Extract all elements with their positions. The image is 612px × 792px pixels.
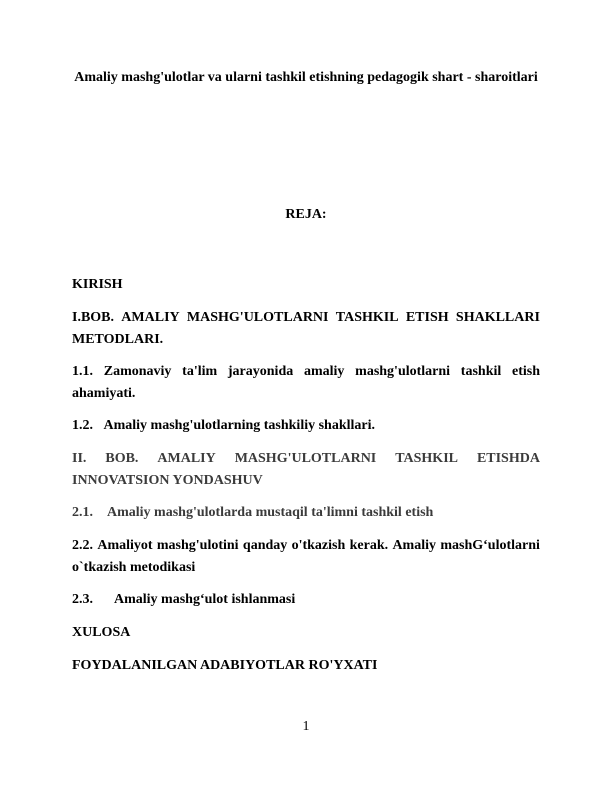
- toc-item-number: 2.3.: [72, 592, 93, 607]
- toc-chapter-1-line-1: [72, 307, 540, 329]
- toc-word: ta'lim: [182, 364, 218, 379]
- toc-word: I.BOB.: [72, 310, 115, 325]
- toc-chapter-2-line-2: INNOVATSION YONDASHUV: [72, 473, 263, 488]
- toc-word: SHAKLLARI: [455, 310, 540, 325]
- toc-item-1-1-line-2: ahamiyati.: [72, 386, 136, 401]
- toc-word: etish: [512, 364, 540, 379]
- toc-word: mashG‘ulotlarni: [440, 538, 540, 553]
- toc-item-text: Amaliy mashg'ulotlarning tashkiliy shakllari.: [103, 418, 375, 433]
- plan-heading: REJA:: [285, 207, 327, 222]
- toc-references: FOYDALANILGAN ADABIYOTLAR RO'YXATI: [72, 658, 378, 673]
- toc-word: kerak.: [349, 538, 389, 553]
- toc-word: amaliy: [303, 364, 345, 379]
- toc-word: Amaliy: [392, 538, 436, 553]
- toc-word: qanday: [242, 538, 288, 553]
- toc-item-1-1: [72, 361, 540, 405]
- toc-item-1-1-line-1: [72, 361, 540, 383]
- toc-word: II.: [72, 451, 87, 466]
- toc-word: o'tkazish: [291, 538, 346, 553]
- toc-item-1-2: [72, 415, 540, 437]
- toc-item-2-2: [72, 535, 540, 579]
- table-of-contents: [72, 274, 540, 677]
- page-number: 1: [302, 719, 310, 734]
- toc-chapter-2: [72, 448, 540, 492]
- toc-item-2-1: [72, 502, 540, 524]
- toc-conclusion: XULOSA: [72, 625, 131, 640]
- toc-word: mashg'ulotini: [156, 538, 239, 553]
- toc-word: ETISHDA: [476, 451, 540, 466]
- toc-word: TASHKIL: [395, 451, 458, 466]
- toc-item-2-2-line-1: [72, 535, 540, 557]
- toc-word: ETISH: [405, 310, 449, 325]
- toc-word: AMALIY: [121, 310, 180, 325]
- toc-item-2-3: [72, 589, 540, 611]
- toc-item-text: Amaliy mashg'ulotlarda mustaqil ta'limni tashkil etish: [107, 505, 434, 520]
- toc-intro: KIRISH: [72, 277, 123, 292]
- toc-word: Zamonaviy: [103, 364, 172, 379]
- toc-word: MASHG'ULOTLARNI: [234, 451, 377, 466]
- toc-word: Amaliyot: [97, 538, 153, 553]
- toc-chapter-2-line-1: [72, 448, 540, 470]
- toc-item-text: Amaliy mashg‘ulot ishlanmasi: [114, 592, 296, 607]
- toc-word: MASHG'ULOTLARNI: [186, 310, 329, 325]
- toc-word: AMALIY: [157, 451, 216, 466]
- toc-word: tashkil: [460, 364, 502, 379]
- toc-word: jarayonida: [227, 364, 294, 379]
- document-title: Amaliy mashg'ulotlar va ularni tashkil etishning pedagogik shart - sharoitlari: [74, 70, 538, 85]
- toc-item-number: 2.1.: [72, 505, 93, 520]
- toc-word: mashg'ulotlarni: [355, 364, 451, 379]
- toc-word: 2.2.: [72, 538, 93, 553]
- toc-chapter-1-line-2: METODLARI.: [72, 332, 164, 347]
- toc-word: 1.1.: [72, 364, 93, 379]
- toc-word: BOB.: [105, 451, 139, 466]
- toc-item-number: 1.2.: [72, 418, 93, 433]
- toc-word: TASHKIL: [335, 310, 399, 325]
- toc-item-2-2-line-2: o`tkazish metodikasi: [72, 560, 196, 575]
- toc-chapter-1: [72, 307, 540, 351]
